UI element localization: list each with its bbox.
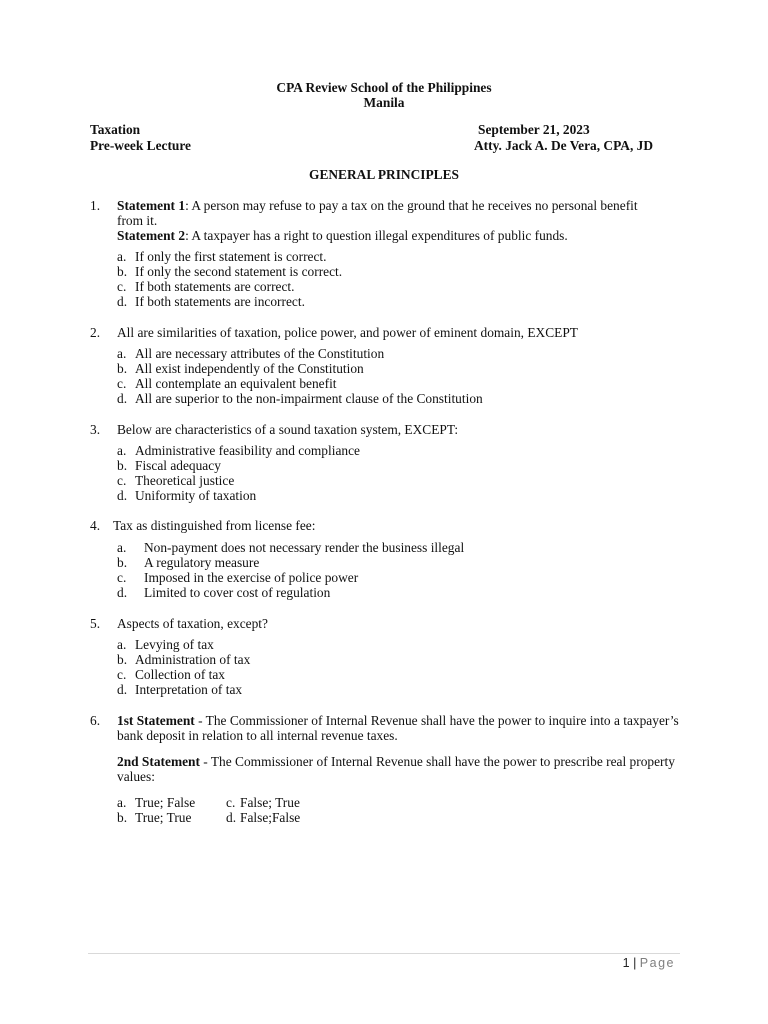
option: b. All exist independently of the Constitution bbox=[117, 361, 364, 376]
option: c. False; True bbox=[226, 795, 300, 810]
lecturer: Atty. Jack A. De Vera, CPA, JD bbox=[474, 138, 654, 153]
question-number: 5. bbox=[90, 616, 101, 631]
option: b. If only the second statement is correct. bbox=[117, 264, 343, 279]
section-title: GENERAL PRINCIPLES bbox=[309, 167, 459, 182]
subject: Taxation bbox=[90, 122, 141, 137]
question-statement-2 bbox=[117, 754, 677, 784]
option: b. A regulatory measure bbox=[117, 555, 260, 570]
option: b. Administration of tax bbox=[117, 652, 251, 667]
lecture-type: Pre-week Lecture bbox=[90, 138, 192, 153]
option: c. If both statements are correct. bbox=[117, 279, 295, 294]
statement-text: : A person may refuse to pay a tax on the ground that he receives no personal benefit from it. bbox=[117, 198, 638, 228]
city: Manila bbox=[363, 95, 405, 110]
statement-label: Statement 1 bbox=[117, 198, 186, 213]
school-name: CPA Review School of the Philippines bbox=[276, 80, 492, 95]
option: d. Uniformity of taxation bbox=[117, 488, 257, 503]
option: a. Administrative feasibility and compliance bbox=[117, 443, 360, 458]
question-statement-1 bbox=[117, 198, 665, 228]
question-statement-2 bbox=[117, 228, 677, 243]
option: c. All contemplate an equivalent benefit bbox=[117, 376, 337, 391]
option: c. Collection of tax bbox=[117, 667, 225, 682]
page-footer bbox=[623, 956, 675, 971]
option: c. Imposed in the exercise of police power bbox=[117, 570, 359, 585]
option: c. Theoretical justice bbox=[117, 473, 235, 488]
statement-text: : A taxpayer has a right to question illegal expenditures of public funds. bbox=[185, 228, 568, 243]
option: b. Fiscal adequacy bbox=[117, 458, 221, 473]
page-separator: | bbox=[633, 956, 637, 970]
statement-label: Statement 2 bbox=[117, 228, 186, 243]
statement-text: - The Commissioner of Internal Revenue shall have the power to prescribe real property values: bbox=[117, 754, 675, 784]
option: d. Interpretation of tax bbox=[117, 682, 243, 697]
date: September 21, 2023 bbox=[478, 122, 590, 137]
page-number: 1 bbox=[622, 956, 630, 970]
statement-text: - The Commissioner of Internal Revenue shall have the power to inquire into a taxpayer’s bank deposit in relation to all internal revenue taxes. bbox=[117, 713, 679, 743]
page-label: Page bbox=[639, 956, 675, 970]
option: a. Non-payment does not necessary render the business illegal bbox=[117, 540, 465, 555]
question-text: Below are characteristics of a sound taxation system, EXCEPT: bbox=[117, 422, 459, 437]
option: d. If both statements are incorrect. bbox=[117, 294, 305, 309]
question-statement-1 bbox=[117, 713, 682, 743]
question-number: 3. bbox=[90, 422, 101, 437]
question-number: 1. bbox=[90, 198, 101, 213]
question-text: Aspects of taxation, except? bbox=[117, 616, 268, 631]
statement-label: 1st Statement bbox=[117, 713, 195, 728]
option: a. All are necessary attributes of the Constitution bbox=[117, 346, 385, 361]
option: d. All are superior to the non-impairment clause of the Constitution bbox=[117, 391, 483, 406]
statement-label: 2nd Statement bbox=[117, 754, 200, 769]
option: d. False;False bbox=[226, 810, 301, 825]
option: b. True; True bbox=[117, 810, 192, 825]
question-number: 2. bbox=[90, 325, 101, 340]
footer-divider bbox=[88, 953, 680, 954]
option: a. Levying of tax bbox=[117, 637, 214, 652]
question-number: 4. bbox=[90, 518, 101, 533]
question-text: Tax as distinguished from license fee: bbox=[113, 518, 316, 533]
question-number: 6. bbox=[90, 713, 101, 728]
option: a. If only the first statement is correct. bbox=[117, 249, 327, 264]
question-text: All are similarities of taxation, police power, and power of eminent domain, EXCEPT bbox=[117, 325, 578, 340]
option: a. True; False bbox=[117, 795, 196, 810]
option: d. Limited to cover cost of regulation bbox=[117, 585, 331, 600]
